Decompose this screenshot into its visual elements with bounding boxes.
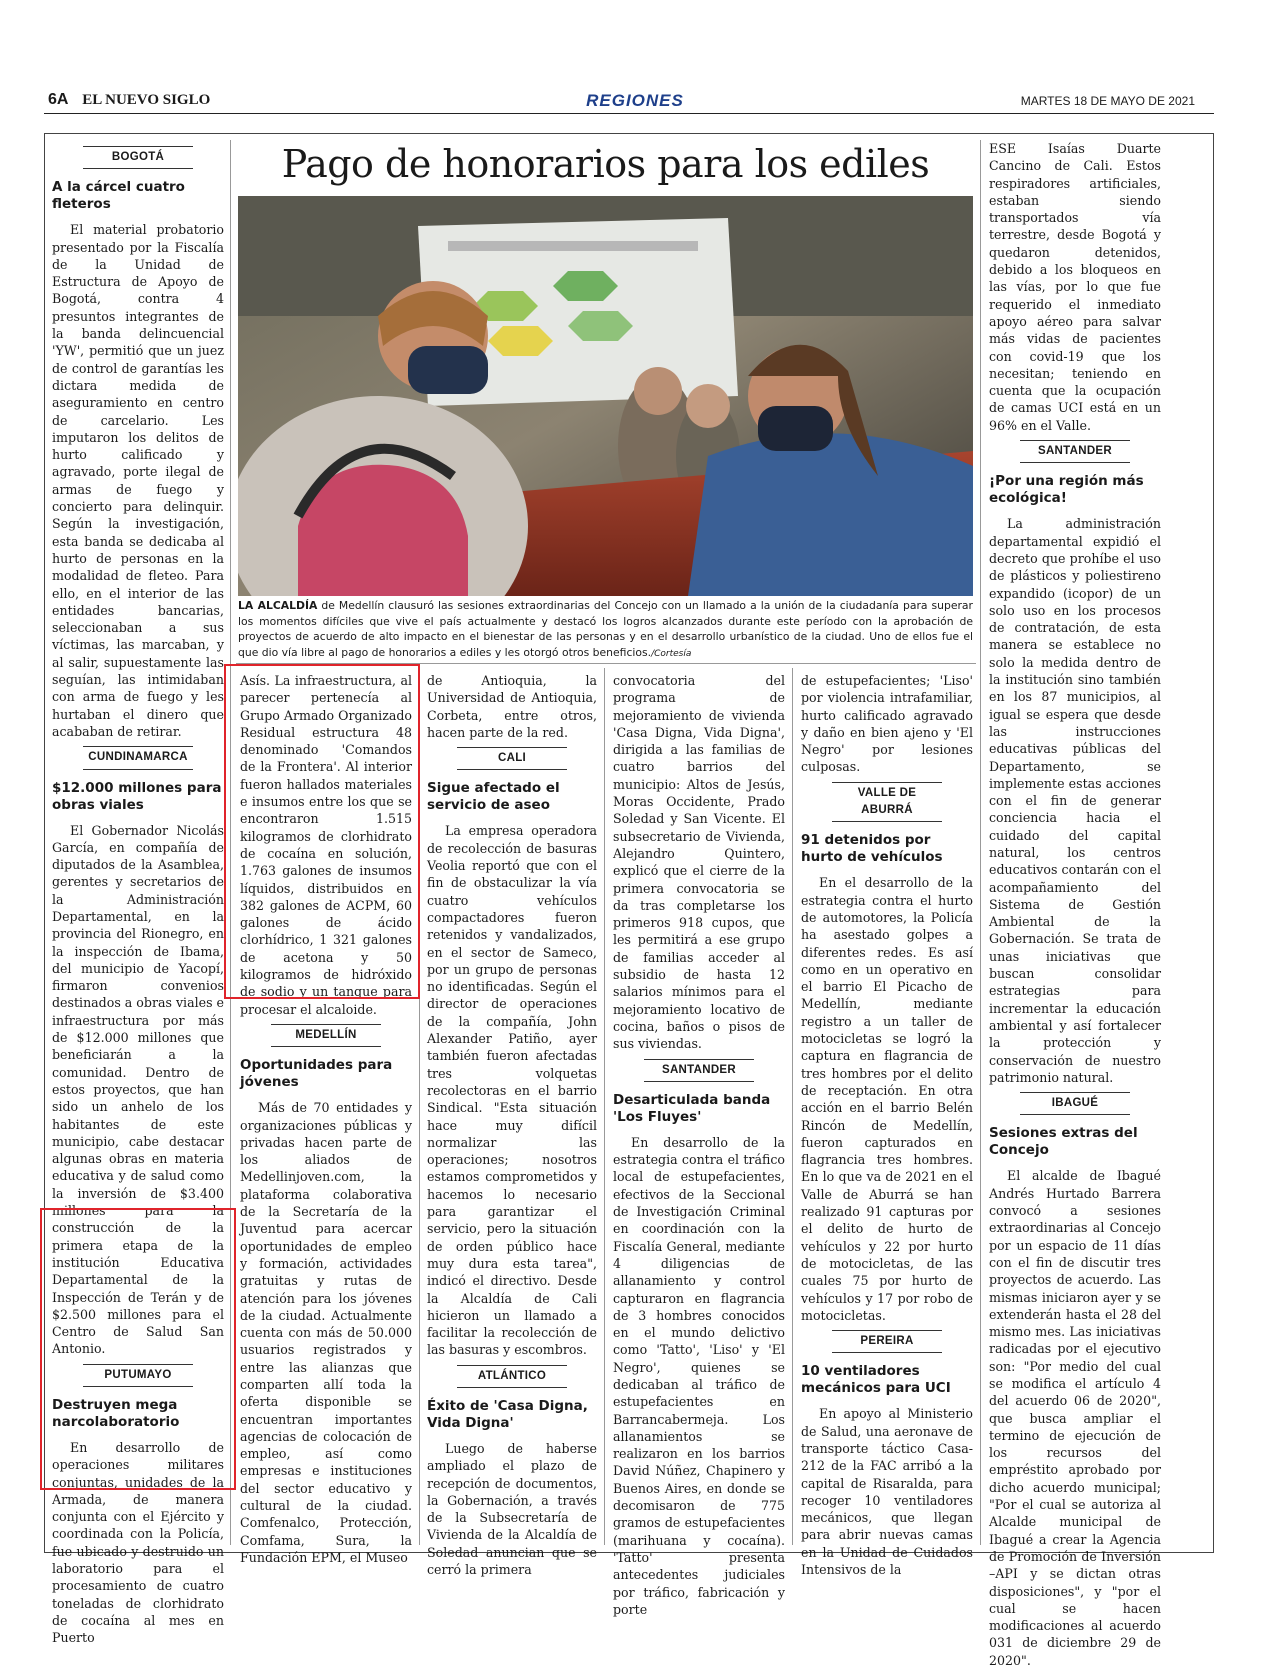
article-body-pereira-cont: ESE Isaías Duarte Cancino de Cali. Estos respiradores artificiales, estaban siendo transportados vía terrestre, desde Bogotá y quedaron detenidos, debido a los bloqueos en las vías, por lo que fue requerido el inmediato apoyo aéreo para salvar más vidas de pacientes con covid-19 que los necesitan; teniendo en cuenta que la ocupación de camas UCI está en un 96% en el Valle.	[989, 141, 1161, 433]
section-label-valle-de-aburra: VALLE DE ABURRÁ	[832, 782, 942, 823]
column-rule	[604, 668, 605, 1545]
page-header-left	[48, 91, 210, 109]
headline-valle-de-aburra: 91 detenidos por hurto de vehículos	[801, 832, 943, 866]
headline-cundinamarca: $12.000 millones para obras viales	[52, 779, 222, 813]
highlight-box-putumayo	[40, 1208, 236, 1490]
column-5	[801, 672, 973, 1578]
column-6	[989, 140, 1161, 1669]
article-body-santander-cont: de estupefacientes; 'Liso' por violencia intrafamiliar, hurto calificado agravado y daño en bien ajeno y 'El Negro' por lesiones culposas.	[801, 673, 973, 775]
caption-lead: LA ALCALDÍA	[238, 599, 318, 612]
headline-medellin: Oportunidades para jóvenes	[240, 1057, 393, 1091]
photo-credit: /Cortesía	[651, 648, 692, 659]
column-rule	[980, 140, 981, 1545]
headline-ibague: Sesiones extras del Concejo	[989, 1125, 1138, 1159]
article-body-bogota: El material probatorio presentado por la Fiscalía de la Unidad de Estructura de Apoyo de Bogotá, contra 4 presuntos integrantes de la banda delincuencial 'YW', permitió que un juez de control de garantías les dictara medida de aseguramiento en centro de carcelario. Les imputaron los delitos de hurto calificado y agravado, porte ilegal de armas de fuego y concierto para delinquir. Según la investigación, esta banda se dedicaba al hurto de personas en la modalidad de fleteo. Para ello, en el interior de las entidades bancarias, seleccionaban a sus víctimas, las marcaban, y al salir, supuestamente las seguían, las intimidaban con arma de fuego y les hurtaban el dinero que acababan de retirar.	[52, 222, 224, 739]
article-body-medellin: Más de 70 entidades y organizaciones públicas y privadas hacen parte de los aliados de Medellinjoven.com, la plataforma colaborativa de la Secretaría de la Juventud para acercar oportunidades de empleo y formación, actividades gratuitas y rutas de atención para los jóvenes de la ciudad. Actualmente cuenta con más de 50.000 usuarios registrados y entre las alianzas que comparten allí toda la oferta disponible se encuentran importantes agencias de colocación de empleo, así como empresas e instituciones del sector educativo y cultural de la ciudad. Comfenalco, Protección, Comfama, Sura, la Fundación EPM, el Museo	[240, 1100, 412, 1565]
section-label-putumayo: PUTUMAYO	[83, 1364, 193, 1387]
section-label-bogota: BOGOTÁ	[83, 146, 193, 169]
main-headline: Pago de honorarios para los ediles	[281, 142, 930, 186]
headline-cali: Sigue afectado el servicio de aseo	[427, 780, 560, 814]
headline-bogota: A la cárcel cuatro fleteros	[52, 179, 185, 213]
article-body-cali: La empresa operadora de recolección de basuras Veolia reportó que con el fin de obstaculizar la vía cuatro vehículos compactadores fueron retenidos y vandalizados, en el sector de Sameco, por un grupo de personas no identificadas. Según el director de operaciones de la compañía, John Alexander Patiño, ayer también fueron afectadas tres volquetas recolectoras en el barrio Sindical. "Esta situación hace muy difícil normalizar las operaciones; nosotros estamos comprometidos y hacemos lo necesario para garantizar el servicio, pero la situación de orden público hace muy dura esta tarea", indicó el directivo. Desde la Alcaldía de Cali hicieron un llamado a facilitar la recolección de las basuras y escombros.	[427, 823, 597, 1358]
section-name: REGIONES	[586, 91, 684, 110]
newspaper-name: EL NUEVO SIGLO	[82, 92, 211, 108]
headline-pereira: 10 ventiladores mecánicos para UCI	[801, 1363, 951, 1397]
article-body-santander-2: La administración departamental expidió el decreto que prohíbe el uso de plásticos y poliestireno expandido (icopor) de un solo uso en los procesos de contratación, de esta manera se establece no solo la medida dentro de la institución sino también en los 87 municipios, al igual se espera que desde las instrucciones educativas públicas del Departamento, se implemente estas acciones con el fin de generar conciencia hacia el cuidado del capital natural, los centros educativos contarán con el acompañamiento del Sistema de Gestión Ambiental de la Gobernación. Se trata de unas iniciativas que buscan consolidar estrategias para incrementar la educación ambiental y así fortalecer la protección y conservación de nuestro patrimonio natural.	[989, 516, 1161, 1085]
article-body-pereira: En apoyo al Ministerio de Salud, una aeronave de transporte táctico Casa-212 de la FAC arribó a la capital de Risaralda, para recoger 10 ventiladores mecánicos, que llegan para abrir nuevas camas en la Unidad de Cuidados Intensivos de la	[801, 1406, 973, 1578]
header-rule	[44, 113, 1214, 114]
headline-santander-2: ¡Por una región más ecológica!	[989, 473, 1144, 507]
article-body-valle-de-aburra: En el desarrollo de la estrategia contra el hurto de automotores, la Policía ha asestado golpes a diferentes redes. Es así como en un operativo en el barrio El Picacho de Medellín, mediante registro a un taller de motocicletas se logró la captura en flagrancia de tres hombres por el delito de receptación. En otra acción en el barrio Belén Rincón de Medellín, fueron capturados en flagrancia tres hombres. En lo que va de 2021 en el Valle de Aburrá se han realizado 91 capturas por el delito de hurto de vehículos y 22 por hurto de motocicletas, de las cuales 75 por hurto de vehículos y 17 por robo de motocicletas.	[801, 875, 973, 1323]
headline-santander: Desarticulada banda 'Los Fluyes'	[613, 1091, 771, 1125]
article-body-putumayo: En desarrollo de operaciones militares conjuntas, unidades de la Armada, de manera conjunta con el Ejército y coordinada con la Policía, fue ubicado y destruido un laboratorio para el procesamiento de cuatro toneladas de clorhidrato de cocaína al mes en Puerto	[52, 1440, 224, 1646]
article-body-putumayo-cont: Asís. La infraestructura, al parecer pertenecía al Grupo Armado Organizado Residual estructura 48 denominado 'Comandos de la Frontera'. Al interior fueron hallados materiales e insumos entre los que se encontraron 1.515 kilogramos de clorhidrato de cocaína en solución, 1.763 galones de insumos líquidos, distribuidos en 382 galones de ACPM, 60 galones de ácido clorhídrico, 1 321 galones de acetona y 50 kilogramos de hidróxido de sodio y un tanque para procesar el alcaloide.	[240, 673, 412, 1017]
page-number: 6A	[48, 91, 69, 108]
photo-caption	[238, 598, 973, 662]
section-label-medellin: MEDELLÍN	[271, 1024, 381, 1047]
headline-putumayo: Destruyen mega narcolaboratorio	[52, 1397, 180, 1430]
meeting-photo-image	[238, 196, 973, 596]
caption-text: de Medellín clausuró las sesiones extraordinarias del Concejo con un llamado a la unión de la ciudadanía para superar los momentos difíciles que vive el país actualmente y destacó los logros alcanzados durante este período con la aprobación de proyectos de acuerdo de alto impacto en el bienestar de las personas y en el desarrollo urbanístico de la ciudad. Uno de ellos fue el que dio vía libre al pago de honorarios a ediles y les otorgó otros beneficios.	[238, 599, 973, 659]
section-label-cundinamarca: CUNDINAMARCA	[83, 746, 193, 769]
section-label-santander-2: SANTANDER	[1020, 440, 1130, 463]
main-photo	[238, 196, 973, 596]
section-label-santander: SANTANDER	[644, 1059, 754, 1082]
highlight-box-putumayo-cont	[224, 664, 420, 999]
article-body-medellin-cont: de Antioquia, la Universidad de Antioquia, Corbeta, entre otros, hacen parte de la red.	[427, 673, 597, 740]
section-label-pereira: PEREIRA	[832, 1330, 942, 1353]
article-body-cundinamarca: El Gobernador Nicolás García, en compañía de diputados de la Asamblea, gerentes y secretarios de la Administración Departamental, en la provincia del Rionegro, en la inspección de Ibama, del municipio de Yacopí, firmaron convenios destinados a obras viales e infraestructura por más de $12.000 millones que beneficiarán a la comunidad. Dentro de estos proyectos, que han sido un anhelo de los habitantes de este municipio, cabe destacar algunas obras en materia educativa y de salud como la inversión de $3.400 millones para la construcción de la primera etapa de la institución Educativa Departamental de la Inspección de Terán y de $2.500 millones para el Centro de Salud San Antonio.	[52, 822, 224, 1357]
column-4	[613, 672, 785, 1618]
section-label-atlantico: ATLÁNTICO	[457, 1365, 567, 1388]
article-body-atlantico-cont: convocatoria del programa de mejoramiento de vivienda 'Casa Digna, Vida Digna', dirigida a las familias de cuatro barrios del municipio: Altos de Jesús, Moras Occidente, Prado Soledad y San Vicente. El subsecretario de Vivienda, Alejandro Quintero, explicó que el cierre de la primera convocatoria se da tras completarse los primeros 918 cupos, que les permitirá a ese grupo de familias acceder al subsidio de hasta 12 salarios mínimos para el mejoramiento locativo de cocina, baños o pisos de sus viviendas.	[613, 673, 785, 1052]
article-body-ibague: El alcalde de Ibagué Andrés Hurtado Barrera convocó a sesiones extraordinarias al Concejo por un espacio de 11 días con el fin de discutir tres proyectos de acuerdo. Las mismas iniciaron ayer y se extenderán hasta el 28 del mismo mes. Las iniciativas radicadas por el ejecutivo son: "Por medio del cual se modifica el artículo 4 del acuerdo 06 de 2020", que busca ampliar el termino de ejecución de los recursos del empréstito aprobado por dicho acuerdo municipal; "Por el cual se autoriza al Alcalde municipal de Ibagué a crear la Agencia de Promoción de Inversión –API y se dictan otras disposiciones", y "por el cual se hacen modificaciones al acuerdo 031 de diciembre 29 de 2020".	[989, 1168, 1161, 1668]
article-body-santander: En desarrollo de la estrategia contra el tráfico local de estupefacientes, efectivos de la Seccional de Investigación Criminal en coordinación con la Fiscalía General, mediante 4 diligencias de allanamiento y control capturaron en flagrancia de 3 hombres conocidos en el mundo delictivo como 'Tatto', 'Liso' y 'El Negro', quienes se dedicaban al tráfico de estupefacientes en Barrancabermeja. Los allanamientos se realizaron en los barrios David Núñez, Chapinero y Buenos Aires, en donde se decomisaron de 775 gramos de estupefacientes (marihuana y cocaína). 'Tatto' presenta antecedentes judiciales por tráfico, fabricación y porte	[613, 1134, 785, 1617]
section-label-cali: CALI	[457, 747, 567, 770]
section-label-ibague: IBAGUÉ	[1020, 1092, 1130, 1115]
issue-date: MARTES 18 DE MAYO DE 2021	[1020, 94, 1195, 108]
headline-atlantico: Éxito de 'Casa Digna, Vida Digna'	[427, 1397, 588, 1431]
column-3	[427, 672, 597, 1578]
column-rule	[792, 668, 793, 1545]
article-body-atlantico: Luego de haberse ampliado el plazo de recepción de documentos, la Gobernación, a través de la Subsecretaría de Vivienda de la Alcaldía de Soledad anuncian que se cerró la primera	[427, 1440, 597, 1578]
